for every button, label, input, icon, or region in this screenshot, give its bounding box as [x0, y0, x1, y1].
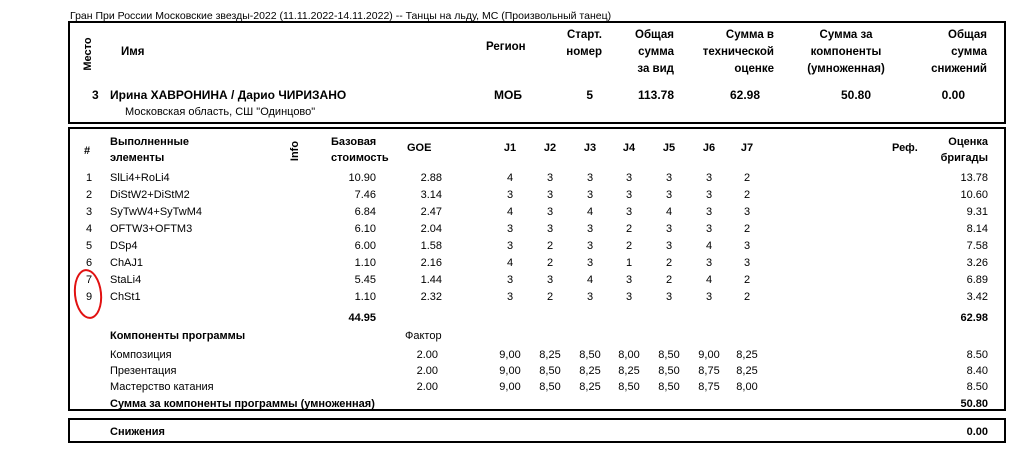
element-number: 7	[86, 274, 93, 286]
component-score: 8.50	[966, 381, 988, 393]
element-judge-mark: 3	[743, 206, 751, 218]
element-goe: 2.32	[420, 291, 442, 303]
element-judge-mark: 3	[743, 240, 751, 252]
element-judge-mark: 3	[625, 189, 633, 201]
skater-total: 113.78	[637, 88, 674, 102]
component-factor: 2.00	[416, 381, 438, 393]
component-judge-mark: 8,25	[579, 381, 601, 393]
component-judge-mark: 8,75	[698, 381, 720, 393]
element-code: SlLi4+RoLi4	[110, 172, 170, 184]
element-base-value: 6.10	[354, 223, 376, 235]
element-judge-mark: 2	[546, 240, 554, 252]
score-header: Оценка бригады	[940, 136, 988, 164]
element-judge-mark: 2	[743, 172, 751, 184]
base-total: 44.95	[348, 312, 376, 324]
element-goe: 2.16	[420, 257, 442, 269]
deductions-label: Снижения	[110, 426, 165, 438]
element-judge-mark: 4	[705, 274, 713, 286]
element-base-value: 5.45	[354, 274, 376, 286]
element-judge-mark: 4	[586, 206, 594, 218]
element-judge-mark: 2	[743, 274, 751, 286]
element-number: 3	[86, 206, 93, 218]
element-judge-mark: 2	[665, 257, 673, 269]
skater-place: 3	[92, 88, 99, 102]
element-judge-mark: 1	[625, 257, 633, 269]
element-goe: 2.47	[420, 206, 442, 218]
tes-header: Сумма в технической оценке	[702, 29, 774, 75]
pcs-header: Сумма за компоненты (умноженная)	[807, 29, 885, 75]
element-judge-mark: 2	[546, 291, 554, 303]
judge-header-7: J7	[740, 142, 754, 154]
element-code: ChSt1	[110, 291, 141, 303]
judge-header-6: J6	[702, 142, 716, 154]
element-goe: 1.58	[420, 240, 442, 252]
element-base-value: 7.46	[354, 189, 376, 201]
component-score: 8.50	[966, 349, 988, 361]
place-header: Место	[82, 37, 94, 71]
element-judge-mark: 3	[625, 206, 633, 218]
component-judge-mark: 9,00	[499, 349, 521, 361]
judge-header-5: J5	[662, 142, 676, 154]
component-judge-mark: 8,50	[658, 365, 680, 377]
element-judge-mark: 3	[546, 274, 554, 286]
element-judge-mark: 2	[546, 257, 554, 269]
element-judge-mark: 3	[506, 223, 514, 235]
component-name: Мастерство катания	[110, 381, 214, 393]
component-judge-mark: 8,50	[579, 349, 601, 361]
element-judge-mark: 4	[586, 274, 594, 286]
element-judge-mark: 3	[586, 172, 594, 184]
component-name: Композиция	[110, 349, 172, 361]
skater-club: Московская область, СШ "Одинцово"	[125, 106, 316, 118]
element-base-value: 1.10	[354, 291, 376, 303]
component-judge-mark: 8,75	[698, 365, 720, 377]
element-judge-mark: 3	[586, 240, 594, 252]
element-judge-mark: 2	[625, 223, 633, 235]
element-base-value: 6.84	[354, 206, 376, 218]
element-number: 6	[86, 257, 93, 269]
element-judge-mark: 3	[665, 172, 673, 184]
element-judge-mark: 3	[586, 291, 594, 303]
element-judge-mark: 3	[546, 223, 554, 235]
element-code: StaLi4	[110, 274, 142, 286]
components-header: Компоненты программы	[110, 330, 246, 342]
base-header: Базовая стоимость	[331, 136, 389, 164]
element-judge-mark: 3	[665, 240, 673, 252]
element-panel-score: 3.26	[966, 257, 988, 269]
judge-header-2: J2	[543, 142, 557, 154]
info-header: Info	[289, 140, 301, 162]
tes-total: 62.98	[960, 312, 988, 324]
element-panel-score: 9.31	[966, 206, 988, 218]
component-judge-mark: 9,00	[499, 381, 521, 393]
element-judge-mark: 3	[625, 274, 633, 286]
name-header: Имя	[121, 46, 145, 58]
component-judge-mark: 8,50	[539, 365, 561, 377]
element-panel-score: 6.89	[966, 274, 988, 286]
judge-header-4: J4	[622, 142, 636, 154]
element-judge-mark: 4	[506, 206, 514, 218]
element-goe: 1.44	[420, 274, 442, 286]
element-number: 1	[86, 172, 93, 184]
element-judge-mark: 2	[625, 240, 633, 252]
num-header: #	[84, 145, 91, 157]
component-factor: 2.00	[416, 365, 438, 377]
element-judge-mark: 3	[665, 223, 673, 235]
element-judge-mark: 3	[546, 206, 554, 218]
element-judge-mark: 3	[705, 291, 713, 303]
element-judge-mark: 3	[705, 206, 713, 218]
element-base-value: 10.90	[348, 172, 376, 184]
element-goe: 2.88	[420, 172, 442, 184]
element-panel-score: 13.78	[960, 172, 988, 184]
component-judge-mark: 8,25	[618, 365, 640, 377]
element-judge-mark: 3	[705, 172, 713, 184]
element-judge-mark: 4	[665, 206, 673, 218]
deductions-box	[68, 418, 1006, 443]
component-judge-mark: 8,00	[736, 381, 758, 393]
element-number: 2	[86, 189, 93, 201]
element-code: DiStW2+DiStM2	[110, 189, 190, 201]
component-judge-mark: 8,50	[658, 349, 680, 361]
component-judge-mark: 8,25	[736, 365, 758, 377]
element-judge-mark: 3	[705, 257, 713, 269]
element-judge-mark: 3	[705, 223, 713, 235]
component-judge-mark: 8,50	[618, 381, 640, 393]
component-judge-mark: 8,50	[658, 381, 680, 393]
factor-header: Фактор	[405, 330, 442, 342]
element-judge-mark: 3	[546, 189, 554, 201]
skater-region: МОБ	[494, 88, 522, 102]
element-number: 5	[86, 240, 93, 252]
element-judge-mark: 3	[625, 291, 633, 303]
element-panel-score: 7.58	[966, 240, 988, 252]
component-judge-mark: 9,00	[698, 349, 720, 361]
element-judge-mark: 3	[546, 172, 554, 184]
element-judge-mark: 3	[506, 291, 514, 303]
region-header: Регион	[486, 41, 526, 53]
element-panel-score: 10.60	[960, 189, 988, 201]
element-judge-mark: 3	[705, 189, 713, 201]
element-base-value: 6.00	[354, 240, 376, 252]
skater-tes: 62.98	[729, 88, 760, 102]
skater-start-no: 5	[586, 88, 593, 102]
element-judge-mark: 4	[506, 257, 514, 269]
element-judge-mark: 2	[665, 274, 673, 286]
event-title: Гран При России Московские звезды-2022 (11.11.2022-14.11.2022) -- Танцы на льду, МС (Произвольный танец)	[70, 10, 612, 22]
ref-header: Реф.	[892, 142, 918, 154]
component-name: Презентация	[110, 365, 177, 377]
component-judge-mark: 8,25	[539, 349, 561, 361]
element-code: ChAJ1	[110, 257, 144, 269]
skater-ded: 0.00	[941, 88, 965, 102]
judge-header-1: J1	[503, 142, 517, 154]
element-judge-mark: 2	[743, 291, 751, 303]
element-panel-score: 3.42	[966, 291, 988, 303]
judge-header-3: J3	[583, 142, 597, 154]
element-judge-mark: 3	[625, 172, 633, 184]
deductions-total: 0.00	[966, 426, 988, 438]
element-judge-mark: 3	[586, 189, 594, 201]
element-code: OFTW3+OFTM3	[110, 223, 193, 235]
skater-name: Ирина ХАВРОНИНА / Дарио ЧИРИЗАНО	[110, 88, 347, 102]
elements-header: Выполненные элементы	[110, 136, 189, 164]
element-judge-mark: 3	[665, 189, 673, 201]
element-base-value: 1.10	[354, 257, 376, 269]
element-panel-score: 8.14	[966, 223, 988, 235]
element-judge-mark: 3	[506, 189, 514, 201]
component-factor: 2.00	[416, 349, 438, 361]
element-judge-mark: 3	[743, 257, 751, 269]
element-judge-mark: 4	[506, 172, 514, 184]
pcs-total-label: Сумма за компоненты программы (умноженная)	[110, 398, 375, 410]
element-number: 4	[86, 223, 93, 235]
pcs-total: 50.80	[960, 398, 988, 410]
element-judge-mark: 3	[506, 274, 514, 286]
element-number: 9	[86, 291, 93, 303]
element-judge-mark: 4	[705, 240, 713, 252]
start-no-header: Старт. номер	[566, 29, 602, 58]
element-judge-mark: 2	[743, 223, 751, 235]
total-header: Общая сумма за вид	[635, 29, 674, 75]
component-score: 8.40	[966, 365, 988, 377]
component-judge-mark: 8,50	[539, 381, 561, 393]
element-judge-mark: 3	[665, 291, 673, 303]
element-judge-mark: 3	[506, 240, 514, 252]
element-judge-mark: 3	[586, 257, 594, 269]
component-judge-mark: 8,00	[618, 349, 640, 361]
element-judge-mark: 3	[586, 223, 594, 235]
component-judge-mark: 8,25	[736, 349, 758, 361]
element-code: SyTwW4+SyTwM4	[110, 206, 202, 218]
element-judge-mark: 2	[743, 189, 751, 201]
element-goe: 3.14	[420, 189, 442, 201]
element-code: DSp4	[110, 240, 138, 252]
ded-header: Общая сумма снижений	[931, 29, 987, 75]
goe-header: GOE	[407, 142, 432, 154]
element-goe: 2.04	[420, 223, 442, 235]
component-judge-mark: 8,25	[579, 365, 601, 377]
skater-pcs: 50.80	[840, 88, 871, 102]
component-judge-mark: 9,00	[499, 365, 521, 377]
